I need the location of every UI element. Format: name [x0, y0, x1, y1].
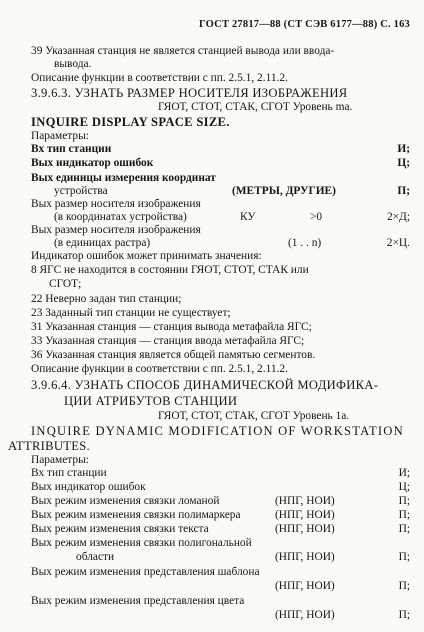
- error-item: 39 Указанная станция не является станцией вывода или ввода-: [31, 45, 335, 57]
- param-label: Вых размер носителя изображения: [31, 198, 201, 210]
- param-label: Вых индикатор ошибок: [31, 481, 146, 493]
- param-units: КУ: [240, 211, 256, 223]
- param-label: Вых единицы измерения координат: [31, 172, 216, 184]
- error-item: 22 Неверно задан тип станции;: [31, 293, 182, 305]
- param-type: И;: [397, 143, 410, 155]
- param-label: Вых индикатор ошибок: [31, 157, 154, 169]
- section-title: 3.9.6.3. УЗНАТЬ РАЗМЕР НОСИТЕЛЯ ИЗОБРАЖЕНИЯ: [31, 86, 348, 100]
- param-type: П;: [398, 509, 410, 521]
- param-type: 2×Ц.: [386, 237, 410, 249]
- param-values: (НПГ, НОИ): [275, 509, 335, 521]
- param-type: И;: [398, 467, 410, 479]
- error-item: 8 ЯГС не находится в состоянии ГЯОТ, СТОТ, СТАК или: [31, 264, 309, 276]
- param-range: (1 . . n): [288, 237, 322, 249]
- error-item: 36 Указанная станция является общей памятью сегментов.: [31, 349, 316, 361]
- param-label: Вых режим изменения представления шаблона: [31, 566, 260, 578]
- section-levels: ГЯОТ, СТОТ, СТАК, СГОТ Уровень 1а.: [158, 410, 350, 422]
- param-label: Вых режим изменения связки полимаркера: [31, 509, 241, 521]
- param-label: Вх тип станции: [31, 467, 107, 479]
- param-type: П;: [398, 609, 410, 621]
- param-values: (НПГ, НОИ): [275, 523, 335, 535]
- param-label: Вых режим изменения представления цвета: [31, 595, 245, 607]
- params-label: Параметры:: [31, 454, 89, 466]
- error-item-cont: вывода.: [54, 58, 92, 70]
- param-type: П;: [398, 495, 410, 507]
- param-label-cont: устройства: [54, 185, 108, 197]
- param-label: Вх тип станции: [31, 143, 112, 155]
- param-type: П;: [398, 551, 410, 563]
- param-values: (НПГ, НОИ): [275, 609, 335, 621]
- param-type: 2×Д;: [386, 211, 410, 223]
- error-item: 23 Заданный тип станции не существует;: [31, 307, 231, 319]
- section-levels: ГЯОТ, СТОТ, СТАК, СГОТ Уровень mа.: [158, 101, 353, 113]
- param-values: (НПГ, НОИ): [275, 551, 335, 563]
- description-line: Описание функции в соответствии с пп. 2.5.1, 2.11.2.: [31, 363, 288, 375]
- section-title-en: INQUIRE DYNAMIC MODIFICATION OF WORKSTATION: [31, 424, 404, 438]
- error-item-cont: СГОТ;: [49, 278, 82, 290]
- section-title-en: INQUIRE DISPLAY SPACE SIZE.: [31, 115, 230, 129]
- param-type: П;: [397, 185, 410, 197]
- param-label: Вых режим изменения связки полигональной: [31, 537, 252, 549]
- page-header: ГОСТ 27817—88 (СТ СЭВ 6177—88) С. 163: [199, 19, 410, 30]
- param-label-cont: (в единицах растра): [54, 237, 151, 249]
- param-type: Ц;: [398, 481, 410, 493]
- param-values: (МЕТРЫ, ДРУГИЕ): [232, 185, 336, 197]
- section-title: 3.9.6.4. УЗНАТЬ СПОСОБ ДИНАМИЧЕСКОЙ МОДИФИКА-: [31, 378, 379, 392]
- section-title-en-cont: ATTRIBUTES.: [8, 439, 91, 453]
- error-intro: Индикатор ошибок может принимать значения:: [31, 250, 262, 262]
- param-type: П;: [398, 523, 410, 535]
- param-values: (НПГ, НОИ): [275, 495, 335, 507]
- param-label: Вых размер носителя изображения: [31, 224, 201, 236]
- error-item: 33 Указанная станция — станция ввода метафайла ЯГС;: [31, 335, 305, 347]
- param-values: (НПГ, НОИ): [275, 580, 335, 592]
- param-label-cont: области: [76, 551, 115, 563]
- params-label: Параметры:: [31, 130, 89, 142]
- param-label: Вых режим изменения связки текста: [31, 523, 209, 535]
- param-type: П;: [398, 580, 410, 592]
- param-type: Ц;: [397, 157, 410, 169]
- section-title-cont: ЦИИ АТРИБУТОВ СТАНЦИИ: [64, 394, 238, 408]
- description-line: Описание функции в соответствии с пп. 2.5.1, 2.11.2.: [31, 72, 288, 84]
- error-item: 31 Указанная станция — станция вывода метафайла ЯГС;: [31, 321, 312, 333]
- param-label: Вых режим изменения связки ломаной: [31, 495, 220, 507]
- param-label-cont: (в координатах устройства): [54, 211, 187, 223]
- param-range: >0: [310, 211, 323, 223]
